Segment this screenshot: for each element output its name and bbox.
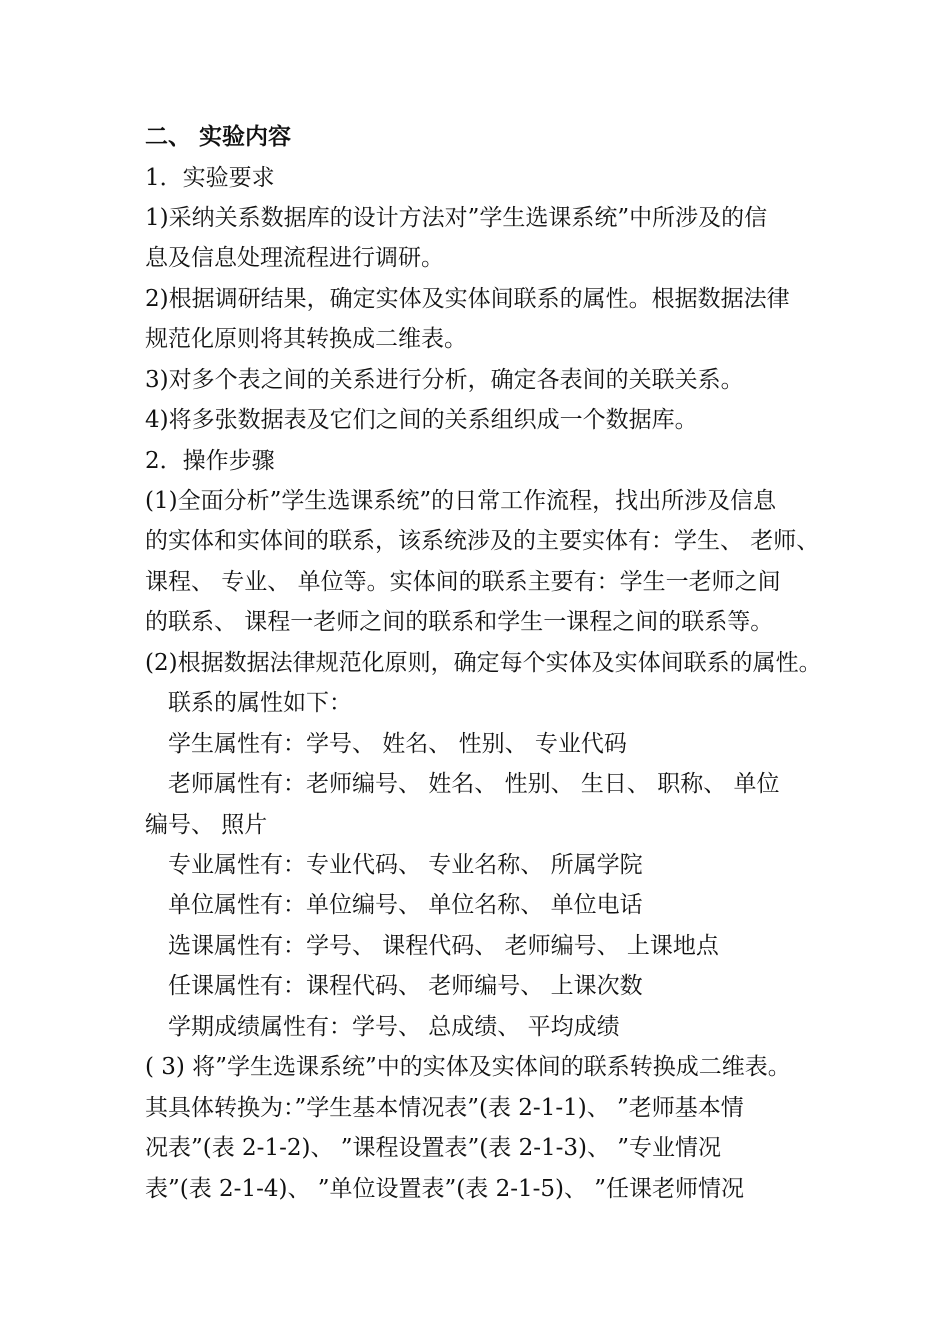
teacher-attrs-cont: 编号、 照片: [145, 812, 268, 838]
unit-attrs: 单位属性有：单位编号、 单位名称、 单位电话: [168, 892, 643, 918]
step3-line-1: ( 3) 将”学生选课系统”中的实体及实体间的联系转换成二维表。: [145, 1054, 791, 1080]
step3-line-3: 况表”(表 2-1-2)、 ”课程设置表”(表 2-1-3)、 ”专业情况: [145, 1135, 722, 1161]
student-attrs: 学生属性有：学号、 姓名、 性别、 专业代码: [168, 731, 627, 757]
step1-line-3: 课程、 专业、 单位等。实体间的联系主要有：学生一老师之间: [145, 569, 781, 595]
step1-line-2: 的实体和实体间的联系，该系统涉及的主要实体有：学生、 老师、: [145, 528, 820, 554]
step3-line-2: 其具体转换为：”学生基本情况表”(表 2-1-1)、 ”老师基本情: [145, 1095, 744, 1121]
req-line-1: 1)采纳关系数据库的设计方法对”学生选课系统”中所涉及的信: [145, 205, 768, 231]
req-line-6: 4)将多张数据表及它们之间的关系组织成一个数据库。: [145, 407, 698, 433]
major-attrs: 专业属性有：专业代码、 专业名称、 所属学院: [168, 852, 643, 878]
steps-heading: 2．操作步骤: [145, 448, 275, 474]
course-selection-attrs: 选课属性有：学号、 课程代码、 老师编号、 上课地点: [168, 933, 719, 959]
req-line-2: 息及信息处理流程进行调研。: [145, 245, 444, 271]
req-line-4: 规范化原则将其转换成二维表。: [145, 326, 467, 352]
step1-line-4: 的联系、 课程一老师之间的联系和学生一课程之间的联系等。: [145, 609, 774, 635]
teacher-attrs: 老师属性有：老师编号、 姓名、 性别、 生日、 职称、 单位: [168, 771, 780, 797]
term-score-attrs: 学期成绩属性有：学号、 总成绩、 平均成绩: [168, 1014, 620, 1040]
teaching-attrs: 任课属性有：课程代码、 老师编号、 上课次数: [168, 973, 643, 999]
requirements-heading: 1．实验要求: [145, 165, 275, 191]
req-line-5: 3)对多个表之间的关系进行分析，确定各表间的关联关系。: [145, 367, 744, 393]
step3-line-4: 表”(表 2-1-4)、 ”单位设置表”(表 2-1-5)、 ”任课老师情况: [145, 1176, 745, 1202]
section-heading: 二、 实验内容: [145, 124, 292, 150]
step1-line-1: (1)全面分析”学生选课系统”的日常工作流程，找出所涉及信息: [145, 488, 777, 514]
step2-line: (2)根据数据法律规范化原则，确定每个实体及实体间联系的属性。: [145, 650, 822, 676]
attr-intro: 联系的属性如下：: [168, 690, 352, 716]
req-line-3: 2)根据调研结果，确定实体及实体间联系的属性。根据数据法律: [145, 286, 790, 312]
